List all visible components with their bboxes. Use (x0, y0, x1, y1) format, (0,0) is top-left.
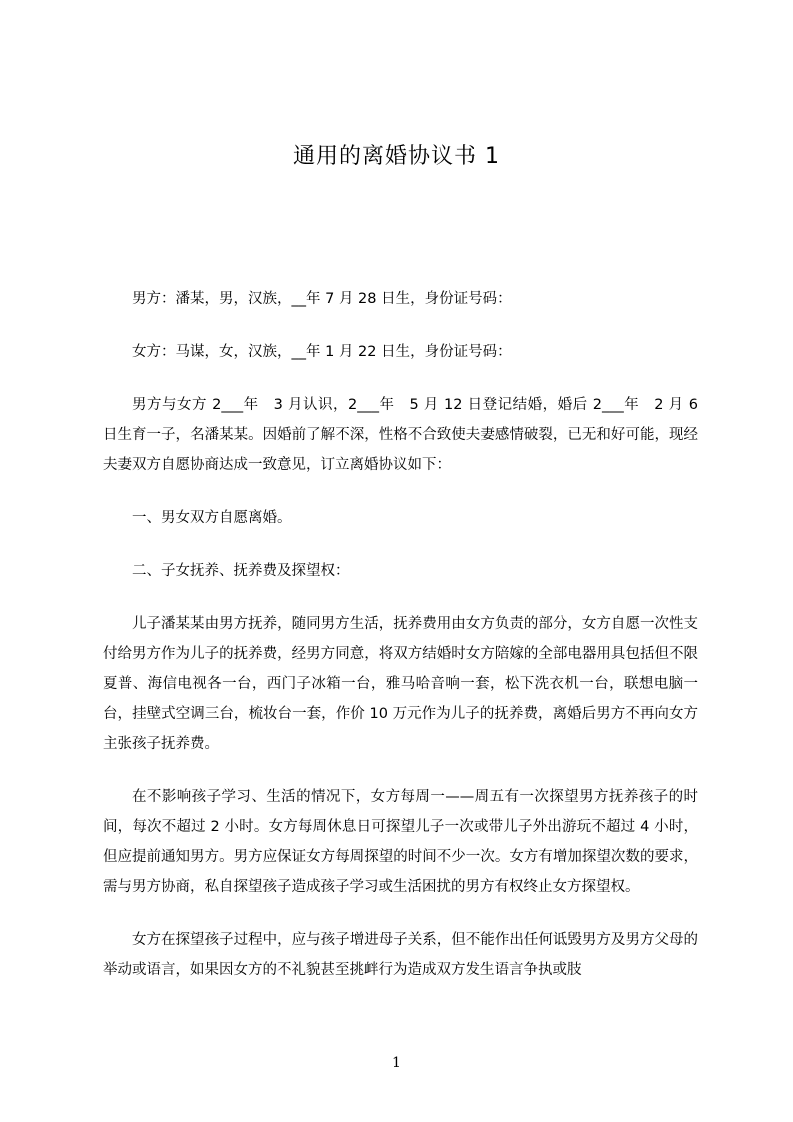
paragraph-male-party: 男方：潘某，男，汉族，__年 7 月 28 日生，身份证号码： (132, 291, 512, 307)
paragraph-background: 男方与女方 2___年 3 月认识，2___年 5 月 12 日登记结婚，婚后 2___年 2 月 6 日生育一子，名潘某某。因婚前了解不深，性格不合致使夫妻感情破裂，已无和好可能，现经夫妻双方自愿协商达成一致意见，订立离婚协议如下： (103, 397, 698, 473)
page-number: 1 (392, 1055, 401, 1071)
paragraph-visitation: 在不影响孩子学习、生活的情况下，女方每周一——周五有一次探望男方抚养孩子的时间，每次不超过 2 小时。女方每周休息日可探望儿子一次或带儿子外出游玩不超过 4 小时，但应提前通知男方。男方应保证女方每周探望的时间不少一次。女方有增加探望次数的要求，需与男方协商，私自探望孩子造成孩子学习或生活困扰的男方有权终止女方探望权。 (103, 789, 698, 895)
document-title: 通用的离婚协议书 1 (293, 144, 500, 169)
paragraph-clause-2-heading: 二、子女抚养、抚养费及探望权： (132, 563, 350, 579)
paragraph-child-custody: 儿子潘某某由男方抚养，随同男方生活，抚养费用由女方负责的部分，女方自愿一次性支付给男方作为儿子的抚养费，经男方同意，将双方结婚时女方陪嫁的全部电器用具包括但不限夏普、海信电视各一台，西门子冰箱一台，雅马哈音响一套，松下洗衣机一台，联想电脑一台，挂壁式空调三台，梳妆台一套，作价 10 万元作为儿子的抚养费，离婚后男方不再向女方主张孩子抚养费。 (103, 616, 698, 752)
paragraph-female-party: 女方：马谋，女，汉族，__年 1 月 22 日生，身份证号码： (132, 344, 512, 360)
document-body (103, 284, 698, 1008)
paragraph-visitation-conduct: 女方在探望孩子过程中，应与孩子增进母子关系，但不能作出任何诋毁男方及男方父母的举动或语言，如果因女方的不礼貌甚至挑衅行为造成双方发生语言争执或肢 (103, 932, 698, 978)
paragraph-clause-1: 一、男女双方自愿离婚。 (132, 510, 292, 526)
